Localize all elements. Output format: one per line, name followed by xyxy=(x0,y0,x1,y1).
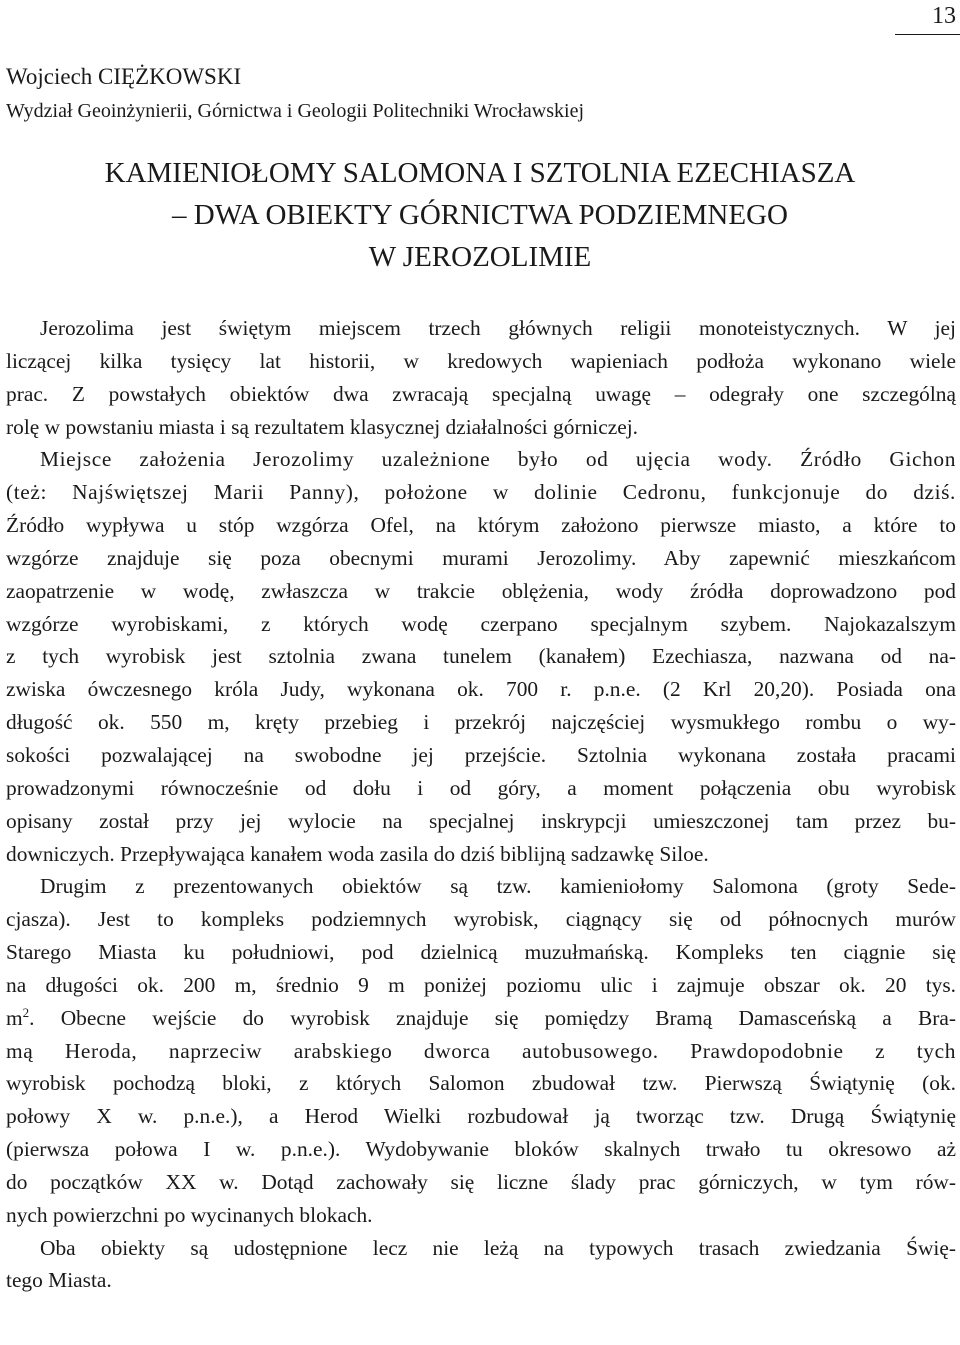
article-body xyxy=(6,312,956,1297)
text-line: na długości ok. 200 m, średnio 9 m poniżej poziomu ulic i zajmuje obszar ok. 20 tys. xyxy=(6,972,956,997)
text-line: prowadzonymi równocześnie od dołu i od góry, a moment połączenia obu wyrobisk xyxy=(6,775,956,800)
text-line: sokości pozwalającej na swobodne jej przejście. Sztolnia wykonana została pracami xyxy=(6,742,956,767)
text-line: nych powierzchni po wycinanych blokach. xyxy=(6,1202,373,1227)
text-line: tego Miasta. xyxy=(6,1268,112,1293)
text-line: downiczych. Przepływająca kanałem woda zasila do dziś biblijną sadzawkę Siloe. xyxy=(6,841,709,866)
text-line: Oba obiekty są udostępnione lecz nie leżą na typowych trasach zwiedzania Świę- xyxy=(40,1235,956,1260)
unit-text: m xyxy=(6,1005,23,1030)
title-line: – DWA OBIEKTY GÓRNICTWA PODZIEMNEGO xyxy=(172,199,788,231)
title-line: KAMIENIOŁOMY SALOMONA I SZTOLNIA EZECHIASZA xyxy=(104,157,856,189)
text-line: mą Heroda, naprzeciw arabskiego dworca autobusowego. Prawdopodobnie z tych xyxy=(6,1038,956,1063)
text-line: Źródło wypływa u stóp wzgórza Ofel, na którym założono pierwsze miasto, a które to xyxy=(6,513,956,538)
paragraph-2 xyxy=(6,443,956,870)
text-line: Drugim z prezentowanych obiektów są tzw. kamieniołomy Salomona (groty Sede- xyxy=(40,874,956,899)
text-line: cjasza). Jest to kompleks podziemnych wyrobisk, ciągnący się od północnych murów xyxy=(6,907,956,932)
text-line: długość ok. 550 m, kręty przebieg i przekrój najczęściej wysmukłego rombu o wy- xyxy=(6,710,956,735)
text-line: wzgórze znajduje się poza obecnymi murami Jerozolimy. Aby zapewnić mieszkańcom xyxy=(6,545,956,570)
text-line: Jerozolima jest świętym miejscem trzech głównych religii monoteistycznych. W jej xyxy=(40,316,956,340)
text-line: Miejsce założenia Jerozolimy uzależnione było od ujęcia wody. Źródło Gichon xyxy=(40,447,956,472)
superscript: 2 xyxy=(22,1004,30,1020)
text-line: połowy X w. p.n.e.), a Herod Wielki rozbudował ją tworząc tzw. Drugą Świątynię xyxy=(6,1104,956,1129)
page-number-rule xyxy=(895,34,960,35)
text-line: do początków XX w. Dotąd zachowały się liczne ślady prac górniczych, w tym rów- xyxy=(6,1169,956,1194)
text-fragment: . Obecne wejście do wyrobisk znajduje się pomiędzy Bramą Damasceńską a Bra- xyxy=(29,1005,956,1030)
author-name: Wojciech CIĘŻKOWSKI xyxy=(6,64,242,89)
text-line: (też: Najświętszej Marii Panny), położone w dolinie Cedronu, funkcjonuje do dziś. xyxy=(6,480,956,505)
text-line: rolę w powstaniu miasta i są rezultatem klasycznej działalności górniczej. xyxy=(6,414,638,439)
title-line: W JEROZOLIMIE xyxy=(368,241,592,273)
text-line: liczącej kilka tysięcy lat historii, w kredowych wapieniach podłoża wykonano wiele xyxy=(6,348,956,373)
text-line: (pierwsza połowa I w. p.n.e.). Wydobywanie bloków skalnych trwało tu okresowo aż xyxy=(6,1137,956,1162)
paragraph-1 xyxy=(6,312,956,443)
text-line: zwiska ówczesnego króla Judy, wykonana ok. 700 r. p.n.e. (2 Krl 20,20). Posiada ona xyxy=(6,677,956,702)
paragraph-4 xyxy=(6,1232,956,1298)
page-number: 13 xyxy=(932,3,956,29)
author-affiliation: Wydział Geoinżynierii, Górnictwa i Geologii Politechniki Wrocławskiej xyxy=(6,100,585,122)
text-line: Starego Miasta ku południowi, pod dzielnicą muzułmańską. Kompleks ten ciągnie się xyxy=(6,940,956,965)
text-line: z tych wyrobisk jest sztolnia zwana tunelem (kanałem) Ezechiasza, nazwana od na- xyxy=(6,644,956,669)
text-line: wzgórze wyrobiskami, z których wodę czerpano specjalnym szybem. Najokazalszym xyxy=(6,611,956,636)
paragraph-3 xyxy=(6,870,956,1231)
text-line: wyrobisk pochodzą bloki, z których Salomon zbudował tzw. Pierwszą Świątynię (ok. xyxy=(6,1071,956,1096)
text-line: prac. Z powstałych obiektów dwa zwracają specjalną uwagę – odegrały one szczególną xyxy=(6,381,956,406)
text-line: opisany został przy jej wylocie na specjalnej inskrypcji umieszczonej tam przez bu- xyxy=(6,808,956,833)
text-line xyxy=(6,1002,956,1035)
text-line: zaopatrzenie w wodę, zwłaszcza w trakcie oblężenia, wody źródła doprowadzono pod xyxy=(6,578,956,603)
article-title xyxy=(0,152,960,278)
